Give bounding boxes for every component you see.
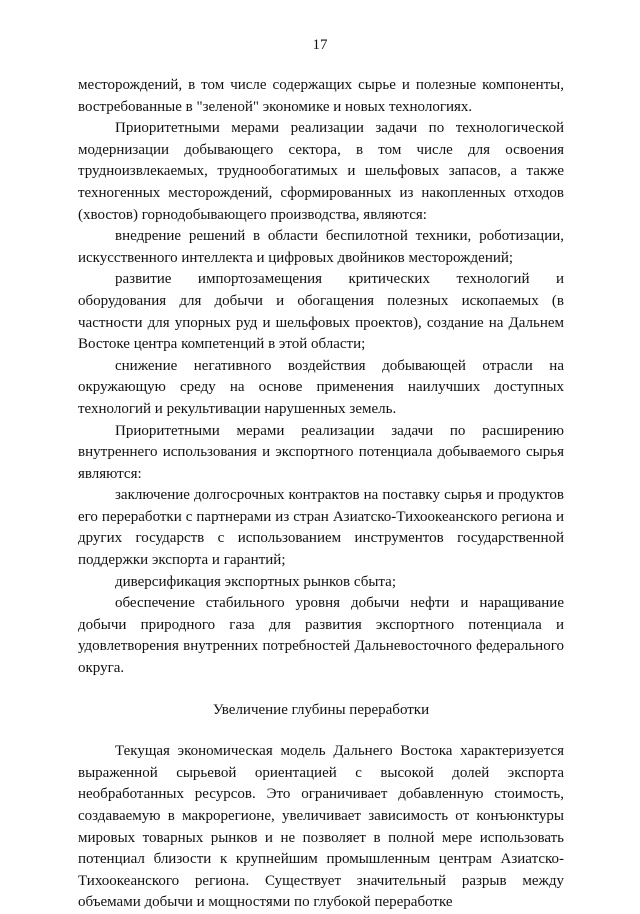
list-item: диверсификация экспортных рынков сбыта;: [115, 573, 396, 590]
section-paragraph: Текущая экономическая модель Дальнего Востока характеризуется выраженной сырьевой ориентацией с высокой долей экспорта необработанных ресурсов. Это ограничивает добавленную стоимость, создаваемую в макрорегионе, увеличивает зависимость от конъюнктуры мировых товарных рынков и не позволяет в полной мере использовать потенциал близости к крупнейшим промышленным центрам Азиатско-Тихоокеанского региона. Существует значительный разрыв между объемами добычи и мощностями по глубокой переработке: [78, 743, 564, 911]
section-heading: Увеличение глубины переработки: [212, 701, 430, 718]
paragraph-continuation: месторождений, в том числе содержащих сырье и полезные компоненты, востребованные в "зеленой" экономике и новых технологиях.: [78, 77, 564, 115]
paragraph-export-intro: Приоритетными мерами реализации задачи по расширению внутреннего использования и экспортного потенциала добываемого сырья являются:: [78, 422, 564, 482]
list-item: заключение долгосрочных контрактов на поставку сырья и продуктов его переработки с партнерами из стран Азиатско-Тихоокеанского региона и других государств с использованием инструментов государственной поддержки экспорта и гарантий;: [78, 487, 564, 569]
paragraph-measures-intro: Приоритетными мерами реализации задачи по технологической модернизации добывающего сектора, в том числе для освоения трудноизвлекаемых, труднообогатимых и шельфовых запасов, а также техногенных месторождений, сформированных из накопленных отходов (хвостов) горнодобывающего производства, являются:: [78, 120, 564, 223]
list-item: снижение негативного воздействия добывающей отрасли на окружающую среду на основе применения наилучших доступных технологий и рекультивации нарушенных земель.: [78, 357, 564, 417]
list-item: обеспечение стабильного уровня добычи нефти и наращивание добычи природного газа для развития экспортного потенциала и удовлетворения внутренних потребностей Дальневосточного федерального округа.: [78, 595, 564, 677]
page-body: [78, 75, 564, 914]
list-item: развитие импортозамещения критических технологий и оборудования для добычи и обогащения полезных ископаемых (в частности для упорных руд и шельфовых проектов), создание на Дальнем Востоке центра компетенций в этой области;: [78, 271, 564, 353]
page-number: 17: [312, 37, 328, 53]
list-item: внедрение решений в области беспилотной техники, роботизации, искусственного интеллекта и цифровых двойников месторождений;: [78, 228, 564, 266]
